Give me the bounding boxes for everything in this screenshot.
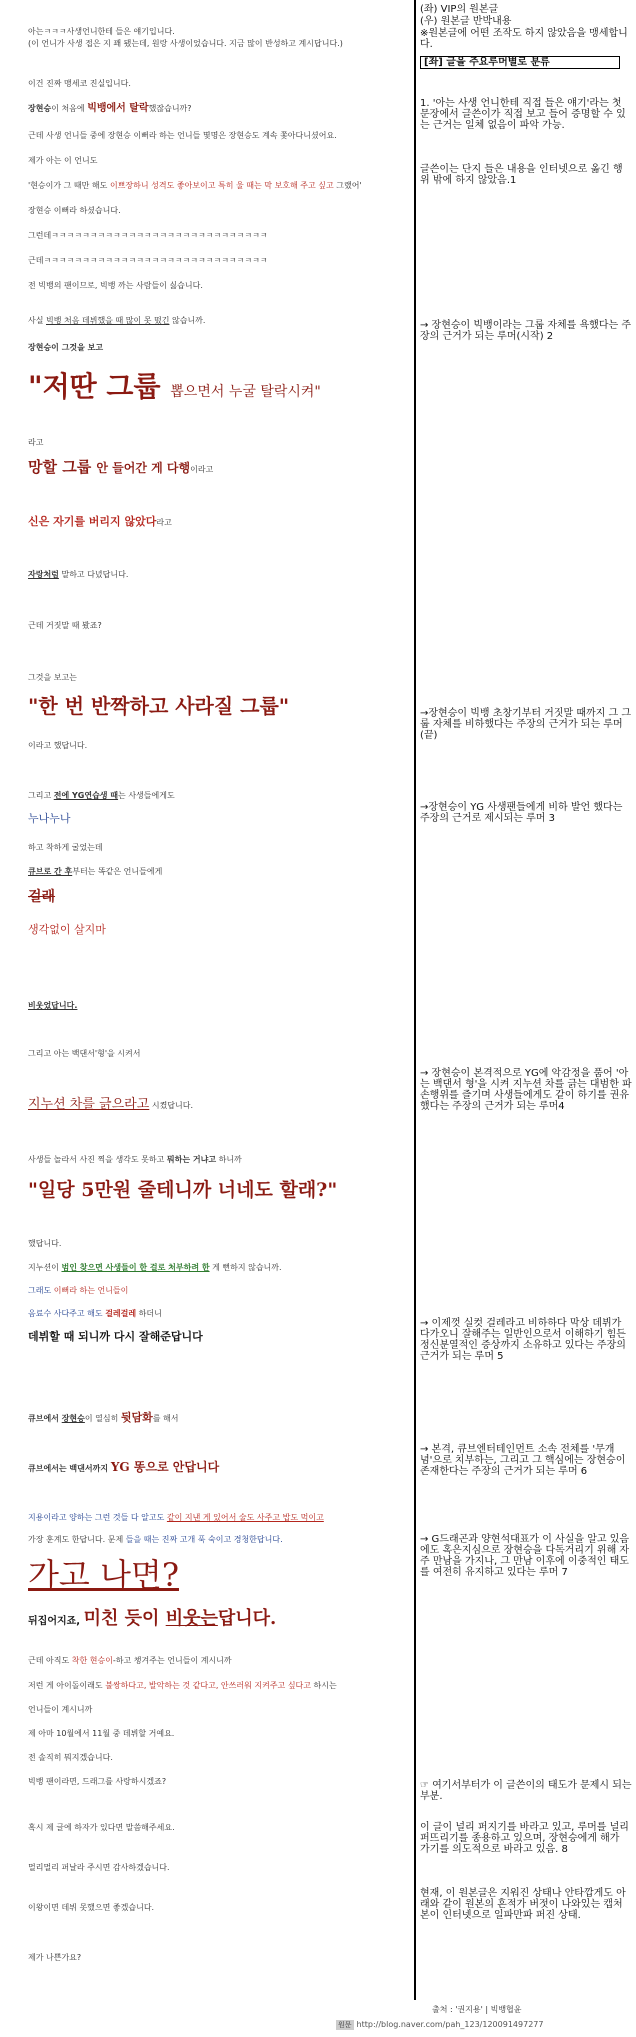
text: 사생들 놀라서 사진 찍을 생각도 못하고 [28,1155,167,1164]
post-line: 장현승이 그것을 보고 [28,343,104,352]
text: 장현승 [28,104,52,113]
text: 전에 YG연습생 때 [53,791,119,800]
text: 자랑처럼 [28,570,59,579]
text: 안 들어간 게 다행 [96,461,191,475]
source-url[interactable] [336,2020,543,2030]
post-line: 전 빅뱅의 팬이므로, 빅뱅 까는 사람들이 싫습니다. [28,281,203,290]
note: ☞ 여기서부터가 이 글쓴이의 태도가 문제시 되는 부분. [420,1780,632,1802]
text: 지누션이 [28,1263,62,1272]
text: 빅뱅에서 탈락 [87,103,149,114]
post-line: 빅뱅 팬이라면, 드래그를 사랑하시겠죠? [28,1777,167,1786]
text: 뭐하는 거냐고 [166,1155,217,1164]
text: 이쁘장하니 성격도 좋아보이고 특히 울 때는 막 보호해 주고 싶고 [109,181,334,190]
text: 사실 [28,316,46,325]
post-line [28,457,213,480]
text: "저딴 그룹 [28,370,171,403]
post-line [28,1655,232,1666]
text: 큐브에서는 백댄서까지 [28,1464,111,1473]
post-line: 라고 [28,438,44,447]
text: 미친 듯이 [83,1608,166,1629]
post-line: 그것을 보고는 [28,673,77,682]
post-line: 근데 사생 언니들 중에 장현승 이뻐라 하는 언니들 몇명은 장현승도 계속 쫓아다니셨어요. [28,131,337,140]
text: 같이 지낸 게 있어서 술도 사주고 밥도 먹이고 [166,1513,324,1522]
post-line: 근데 거짓말 때 봤죠? [28,621,102,630]
post-line: 이건 진짜 맹세코 진실입니다. [28,79,131,88]
text: 빅뱅 처음 데뷔했을 때 많이 못 떴긴 [46,316,170,325]
text: 하시는 [311,1681,337,1690]
note: → 장현승이 본격적으로 YG에 악감정을 품어 '아는 백댄서 형'을 시켜 지누션 차를 긁는 대범한 파손행위를 즐기며 사생들에게도 같이 하기를 권유했다는 주장의 근거가 되는 루머4 [420,1068,632,1112]
text: 말하고 다녔답니다. [58,570,129,579]
text: 않습니까. [169,316,206,325]
text: 그리고 [28,791,54,800]
post-line: "일당 5만원 줄테니까 너네도 할래?" [28,1179,338,1201]
post-line: 하고 착하게 굴었는데 [28,843,103,852]
note: →장현승이 YG 사생팬들에게 비하 발언 했다는 주장의 근거로 제시되는 루머 3 [420,802,623,824]
text: 시켰답니다. [149,1101,194,1110]
source-footer [0,2000,636,2037]
section-box [420,56,620,69]
text: '현승이가 그 때만 해도 [28,181,110,190]
post-line [28,180,362,191]
post-line [28,1412,179,1424]
post-line [28,1512,324,1523]
text: YG 똥으로 안답니다 [110,1460,220,1474]
note-header: ※원본글에 어떤 조작도 하지 않았음을 맹세합니다. [420,28,628,50]
text: 신은 자기를 버리지 않았다 [28,515,157,528]
post-line: "한 번 반짝하고 사라질 그룹" [28,694,290,718]
post-line: 근데ㅋㅋㅋㅋㅋㅋㅋㅋㅋㅋㅋㅋㅋㅋㅋㅋㅋㅋㅋㅋㅋㅋㅋㅋㅋㅋㅋㅋㅋ [28,256,268,265]
post-line: (이 언니가 사생 접은 지 꽤 됐는데, 원랑 사생이었습니다. 지금 많이 반성하고 계시답니다.) [28,39,343,48]
post-line: 데뷔할 때 되니까 다시 잘해준답니다 [28,1330,203,1343]
post-line: 제 아마 10월에서 11월 중 데뷔할 거예요. [28,1729,175,1738]
post-line [28,1680,337,1691]
note: 글쓴이는 단지 들은 내용을 인터넷으로 옮긴 행위 밖에 하지 않았음.1 [420,164,623,186]
text: 하더니 [136,1309,162,1318]
note-header: (우) 원본글 반박내용 [420,16,512,27]
post-line: 했답니다. [28,1239,62,1248]
text: 이라고 [190,465,214,474]
text: -하고 챙겨주는 언니들이 계시니까 [112,1656,232,1665]
post-line [28,1308,162,1319]
post-line: 그런데ㅋㅋㅋㅋㅋㅋㅋㅋㅋㅋㅋㅋㅋㅋㅋㅋㅋㅋㅋㅋㅋㅋㅋㅋㅋㅋㅋㅋ [28,231,268,240]
text: 라고 [156,518,172,527]
source-badge: 원문 [338,2021,352,2029]
text: 큐브로 간 후 [28,867,73,876]
post-line [28,866,162,877]
post-line [28,569,128,580]
text: 답니다. [217,1608,277,1629]
post-line: 걸래 [28,889,56,905]
text: 부터는 똑같은 언니들에게 [72,867,163,876]
text: 이 열심히 [84,1414,121,1423]
text: 뽑으면서 누굴 탈락시켜" [170,384,321,400]
post-line [28,790,175,801]
post-line: 아는ㅋㅋㅋ사생언니한테 들은 얘기입니다. [28,27,175,36]
post-line: 제가 아는 이 언니도 [28,156,98,165]
post-line [28,514,172,531]
note: 이 글이 널리 퍼지기를 바라고 있고, 루머를 널리 퍼뜨리기를 종용하고 있으며, 장현승에게 해가 가기를 의도적으로 바라고 있음. 8 [420,1822,629,1855]
text: 불쌍하다고, 발악하는 것 같다고, 안쓰러워 지켜주고 싶다고 [105,1681,312,1690]
post-line: 누나누나 [28,812,71,825]
rebuttal-column [414,0,636,2000]
post-line [28,103,192,114]
text: 뒷담화 [120,1411,153,1424]
post-line [28,1534,283,1545]
text: 그랬어' [333,181,362,190]
post-line [28,1608,276,1633]
post-line: 그리고 아는 백댄서'형'을 시켜서 [28,1049,141,1058]
text: 범인 찾으면 사생들이 한 걸로 처부하려 한 [61,1263,210,1272]
section-box-label: [좌] 글을 주요루머별로 분류 [420,56,620,69]
text: 했잖습니까? [148,104,192,113]
text: 하니까 [216,1155,242,1164]
text: 가장 훈계도 한답니다. 문제 [28,1535,126,1544]
post-line [28,1460,219,1476]
text: 망할 그룹 [28,458,97,476]
post-line [28,315,205,326]
note: → 이제껏 실컷 걸레라고 비하하다 막상 데뷔가 다가오니 잘해주는 일반인으로서 이해하기 힘든 정신분열적인 증상까지 소유하고 있다는 주장의 근거가 되는 루머 5 [420,1318,626,1362]
post-line [28,1154,242,1165]
text: 그래도 [28,1286,54,1295]
post-line: 제가 나쁜가요? [28,1953,82,1962]
source-url-text: http://blog.naver.com/pah_123/120091497277 [356,2020,544,2029]
post-line [28,1096,193,1115]
note: 1. '아는 사생 언니한테 직접 들은 얘기'라는 첫 문장에서 글쓴이가 직접 보고 들어 증명할 수 있는 근거는 일체 없음이 파악 가능. [420,98,626,131]
text: 는 사생들에게도 [118,791,175,800]
post-line: 생각없이 살지마 [28,923,106,936]
post-line: 장현승 이뻐라 하셨습니다. [28,206,121,215]
post-line: 전 솔직히 뭐지겠습니다. [28,1753,113,1762]
text: 이 처음에 [51,104,88,113]
text: 이뻐라 하는 언니들이 [53,1286,129,1295]
note-header: (좌) VIP의 원본글 [420,4,499,15]
text: 저런 게 아이돌이래도 [28,1681,106,1690]
note: → G드래곤과 양현석대표가 이 사실을 알고 있음에도 혹은지심으로 장현승을 다독거리기 위해 자주 만남을 가지나, 그 만남 이후에 이중적인 태도를 여전히 유지하고 있다는 루머 7 [420,1534,630,1578]
text: 음료수 사다주고 해도 [28,1309,106,1318]
note: → 장현승이 빅뱅이라는 그룹 자체를 욕했다는 주장의 근거가 되는 루머(시작) 2 [420,320,631,342]
post-line [28,1285,128,1296]
post-line: 비웃었답니다. [28,1001,78,1010]
text: 걸레걸레 [105,1309,137,1318]
post-line: 가고 나면? [28,1556,179,1594]
text: 지누션 차를 긁으라고 [28,1097,150,1112]
text: 큐브에서 [28,1414,62,1423]
text: 근데 아직도 [28,1656,72,1665]
note: → 본격, 큐브엔터테인먼트 소속 전체를 '무개념'으로 치부하는, 그리고 그 핵심에는 장현승이 존재한다는 주장의 근거가 되는 루머 6 [420,1444,626,1477]
source-credit: 출처 : '권지용' | 빅뱅협윤 [432,2005,522,2014]
post-line: 혹시 제 글에 하자가 있다면 말씀해주세요. [28,1823,175,1832]
post-line: 이라고 했답니다. [28,741,88,750]
post-line: 멀리멀리 퍼날라 주시면 감사하겠습니다. [28,1863,170,1872]
post-line: 이왕이면 데뷔 못했으면 좋겠습니다. [28,1903,155,1912]
note: 현재, 이 원본글은 지워진 상태나 안타깝게도 아래와 같이 원본의 흔적가 버젓이 나와있는 캡처본이 인터넷으로 일파만파 퍼진 상태. [420,1888,626,1921]
text: 뒤집어지죠, [28,1616,84,1627]
post-line [28,1262,282,1273]
text: 를 해서 [152,1414,179,1423]
text: 비웃는 [165,1608,218,1629]
post-line [28,370,321,411]
post-line: 언니들이 계시니까 [28,1705,93,1714]
text: 게 뻔하지 않습니까. [209,1263,282,1272]
text: 들을 때는 진짜 고개 푹 숙이고 경청한답니다. [125,1535,283,1544]
text: 착한 현승이 [71,1656,113,1665]
text: 지용이라고 양하는 그런 것들 다 알고도 [28,1513,167,1522]
text: 장현승 [61,1414,85,1423]
note: →장현승이 빅뱅 초창기부터 거짓말 때까지 그 그룹 자체를 비하했다는 주장의 근거가 되는 루머(끝) [420,708,631,741]
